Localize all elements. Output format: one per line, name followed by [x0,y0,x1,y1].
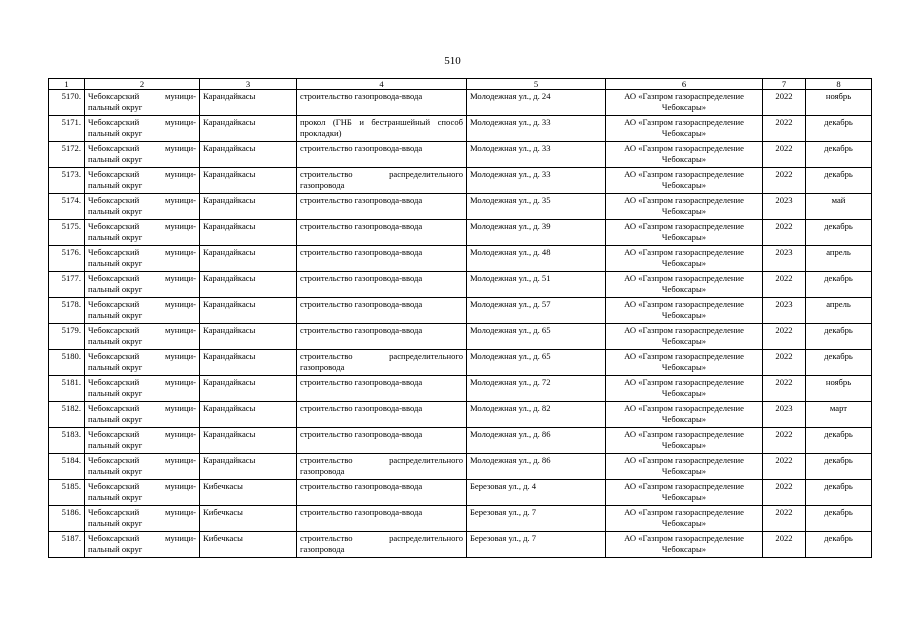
district-cell: Чебоксарский муници-пальный округ [85,480,200,506]
address-cell: Молодежная ул., д. 33 [467,168,606,194]
year-cell: 2022 [763,324,806,350]
row-number: 5186. [49,506,85,532]
table-body [49,90,872,558]
district-cell: Чебоксарский муници-пальный округ [85,168,200,194]
district-cell: Чебоксарский муници-пальный округ [85,272,200,298]
year-cell: 2023 [763,402,806,428]
row-number: 5187. [49,532,85,558]
address-cell: Молодежная ул., д. 35 [467,194,606,220]
settlement-cell: Карандайкасы [200,298,297,324]
table-row [49,480,872,506]
row-number: 5174. [49,194,85,220]
row-number: 5173. [49,168,85,194]
work-type-cell: строительство газопровода-ввода [297,142,467,168]
address-cell: Молодежная ул., д. 33 [467,116,606,142]
table-row [49,90,872,116]
row-number: 5181. [49,376,85,402]
row-number: 5180. [49,350,85,376]
organization-cell: АО «Газпром газораспределение Чебоксары» [606,168,763,194]
organization-cell: АО «Газпром газораспределение Чебоксары» [606,298,763,324]
month-cell: декабрь [806,350,872,376]
year-cell: 2022 [763,220,806,246]
column-header: 4 [297,79,467,90]
organization-cell: АО «Газпром газораспределение Чебоксары» [606,90,763,116]
address-cell: Молодежная ул., д. 51 [467,272,606,298]
year-cell: 2023 [763,298,806,324]
district-cell: Чебоксарский муници-пальный округ [85,324,200,350]
settlement-cell: Карандайкасы [200,376,297,402]
work-type-cell: строительство газопровода-ввода [297,246,467,272]
address-cell: Молодежная ул., д. 86 [467,454,606,480]
year-cell: 2022 [763,480,806,506]
table-row [49,506,872,532]
district-cell: Чебоксарский муници-пальный округ [85,142,200,168]
row-number: 5182. [49,402,85,428]
address-cell: Молодежная ул., д. 86 [467,428,606,454]
district-cell: Чебоксарский муници-пальный округ [85,402,200,428]
month-cell: декабрь [806,480,872,506]
year-cell: 2023 [763,194,806,220]
row-number: 5175. [49,220,85,246]
organization-cell: АО «Газпром газораспределение Чебоксары» [606,116,763,142]
month-cell: декабрь [806,142,872,168]
month-cell: ноябрь [806,376,872,402]
district-cell: Чебоксарский муници-пальный округ [85,350,200,376]
address-cell: Молодежная ул., д. 65 [467,350,606,376]
month-cell: ноябрь [806,90,872,116]
address-cell: Молодежная ул., д. 57 [467,298,606,324]
settlement-cell: Карандайкасы [200,194,297,220]
table-row [49,350,872,376]
settlement-cell: Карандайкасы [200,324,297,350]
address-cell: Молодежная ул., д. 48 [467,246,606,272]
row-number: 5170. [49,90,85,116]
year-cell: 2022 [763,168,806,194]
table-row [49,142,872,168]
month-cell: декабрь [806,116,872,142]
table-row [49,428,872,454]
organization-cell: АО «Газпром газораспределение Чебоксары» [606,506,763,532]
organization-cell: АО «Газпром газораспределение Чебоксары» [606,480,763,506]
settlement-cell: Карандайкасы [200,272,297,298]
work-type-cell: строительство газопровода-ввода [297,298,467,324]
settlement-cell: Карандайкасы [200,402,297,428]
work-type-cell: строительство распределительного газопровода [297,454,467,480]
table-row [49,376,872,402]
row-number: 5177. [49,272,85,298]
column-header: 7 [763,79,806,90]
month-cell: декабрь [806,454,872,480]
year-cell: 2022 [763,454,806,480]
row-number: 5178. [49,298,85,324]
organization-cell: АО «Газпром газораспределение Чебоксары» [606,324,763,350]
settlement-cell: Карандайкасы [200,350,297,376]
address-cell: Молодежная ул., д. 39 [467,220,606,246]
table-row [49,168,872,194]
address-cell: Молодежная ул., д. 72 [467,376,606,402]
column-header: 8 [806,79,872,90]
district-cell: Чебоксарский муници-пальный округ [85,532,200,558]
organization-cell: АО «Газпром газораспределение Чебоксары» [606,220,763,246]
row-number: 5183. [49,428,85,454]
column-header: 6 [606,79,763,90]
table-row [49,116,872,142]
column-header: 5 [467,79,606,90]
district-cell: Чебоксарский муници-пальный округ [85,376,200,402]
work-type-cell: строительство газопровода-ввода [297,428,467,454]
table-row [49,532,872,558]
month-cell: март [806,402,872,428]
year-cell: 2022 [763,428,806,454]
settlement-cell: Карандайкасы [200,220,297,246]
work-type-cell: строительство распределительного газопровода [297,168,467,194]
settlement-cell: Карандайкасы [200,168,297,194]
district-cell: Чебоксарский муници-пальный округ [85,506,200,532]
district-cell: Чебоксарский муници-пальный округ [85,194,200,220]
table-row [49,454,872,480]
month-cell: декабрь [806,272,872,298]
year-cell: 2023 [763,246,806,272]
column-header: 1 [49,79,85,90]
settlement-cell: Карандайкасы [200,90,297,116]
settlement-cell: Карандайкасы [200,116,297,142]
year-cell: 2022 [763,142,806,168]
settlement-cell: Кибечкасы [200,506,297,532]
month-cell: декабрь [806,428,872,454]
organization-cell: АО «Газпром газораспределение Чебоксары» [606,142,763,168]
table-row [49,194,872,220]
table-row [49,246,872,272]
address-cell: Молодежная ул., д. 24 [467,90,606,116]
table-row [49,324,872,350]
organization-cell: АО «Газпром газораспределение Чебоксары» [606,428,763,454]
month-cell: декабрь [806,324,872,350]
district-cell: Чебоксарский муници-пальный округ [85,428,200,454]
month-cell: декабрь [806,532,872,558]
address-cell: Молодежная ул., д. 82 [467,402,606,428]
district-cell: Чебоксарский муници-пальный округ [85,298,200,324]
district-cell: Чебоксарский муници-пальный округ [85,116,200,142]
organization-cell: АО «Газпром газораспределение Чебоксары» [606,350,763,376]
address-cell: Молодежная ул., д. 65 [467,324,606,350]
table-row [49,298,872,324]
work-type-cell: строительство распределительного газопровода [297,532,467,558]
row-number: 5171. [49,116,85,142]
year-cell: 2022 [763,272,806,298]
month-cell: декабрь [806,506,872,532]
year-cell: 2022 [763,506,806,532]
table-header-row [49,79,872,90]
work-type-cell: строительство газопровода-ввода [297,480,467,506]
year-cell: 2022 [763,376,806,402]
year-cell: 2022 [763,90,806,116]
organization-cell: АО «Газпром газораспределение Чебоксары» [606,272,763,298]
district-cell: Чебоксарский муници-пальный округ [85,246,200,272]
district-cell: Чебоксарский муници-пальный округ [85,454,200,480]
column-header: 2 [85,79,200,90]
settlement-cell: Кибечкасы [200,480,297,506]
settlement-cell: Карандайкасы [200,246,297,272]
data-table [48,78,872,558]
settlement-cell: Карандайкасы [200,142,297,168]
settlement-cell: Карандайкасы [200,428,297,454]
organization-cell: АО «Газпром газораспределение Чебоксары» [606,376,763,402]
address-cell: Березовая ул., д. 4 [467,480,606,506]
work-type-cell: строительство распределительного газопровода [297,350,467,376]
month-cell: апрель [806,298,872,324]
work-type-cell: строительство газопровода-ввода [297,506,467,532]
organization-cell: АО «Газпром газораспределение Чебоксары» [606,454,763,480]
work-type-cell: строительство газопровода-ввода [297,324,467,350]
table-row [49,220,872,246]
month-cell: декабрь [806,220,872,246]
month-cell: май [806,194,872,220]
year-cell: 2022 [763,350,806,376]
work-type-cell: строительство газопровода-ввода [297,376,467,402]
row-number: 5179. [49,324,85,350]
district-cell: Чебоксарский муници-пальный округ [85,90,200,116]
organization-cell: АО «Газпром газораспределение Чебоксары» [606,194,763,220]
row-number: 5184. [49,454,85,480]
organization-cell: АО «Газпром газораспределение Чебоксары» [606,532,763,558]
address-cell: Березовая ул., д. 7 [467,506,606,532]
work-type-cell: строительство газопровода-ввода [297,194,467,220]
table-row [49,272,872,298]
page-number: 510 [444,55,461,67]
month-cell: апрель [806,246,872,272]
organization-cell: АО «Газпром газораспределение Чебоксары» [606,246,763,272]
settlement-cell: Карандайкасы [200,454,297,480]
work-type-cell: строительство газопровода-ввода [297,90,467,116]
row-number: 5176. [49,246,85,272]
organization-cell: АО «Газпром газораспределение Чебоксары» [606,402,763,428]
year-cell: 2022 [763,532,806,558]
work-type-cell: строительство газопровода-ввода [297,220,467,246]
address-cell: Березовая ул., д. 7 [467,532,606,558]
row-number: 5172. [49,142,85,168]
work-type-cell: строительство газопровода-ввода [297,272,467,298]
address-cell: Молодежная ул., д. 33 [467,142,606,168]
work-type-cell: строительство газопровода-ввода [297,402,467,428]
district-cell: Чебоксарский муници-пальный округ [85,220,200,246]
year-cell: 2022 [763,116,806,142]
work-type-cell: прокол (ГНБ и бестраншейный способ прокладки) [297,116,467,142]
table-row [49,402,872,428]
month-cell: декабрь [806,168,872,194]
settlement-cell: Кибечкасы [200,532,297,558]
row-number: 5185. [49,480,85,506]
column-header: 3 [200,79,297,90]
